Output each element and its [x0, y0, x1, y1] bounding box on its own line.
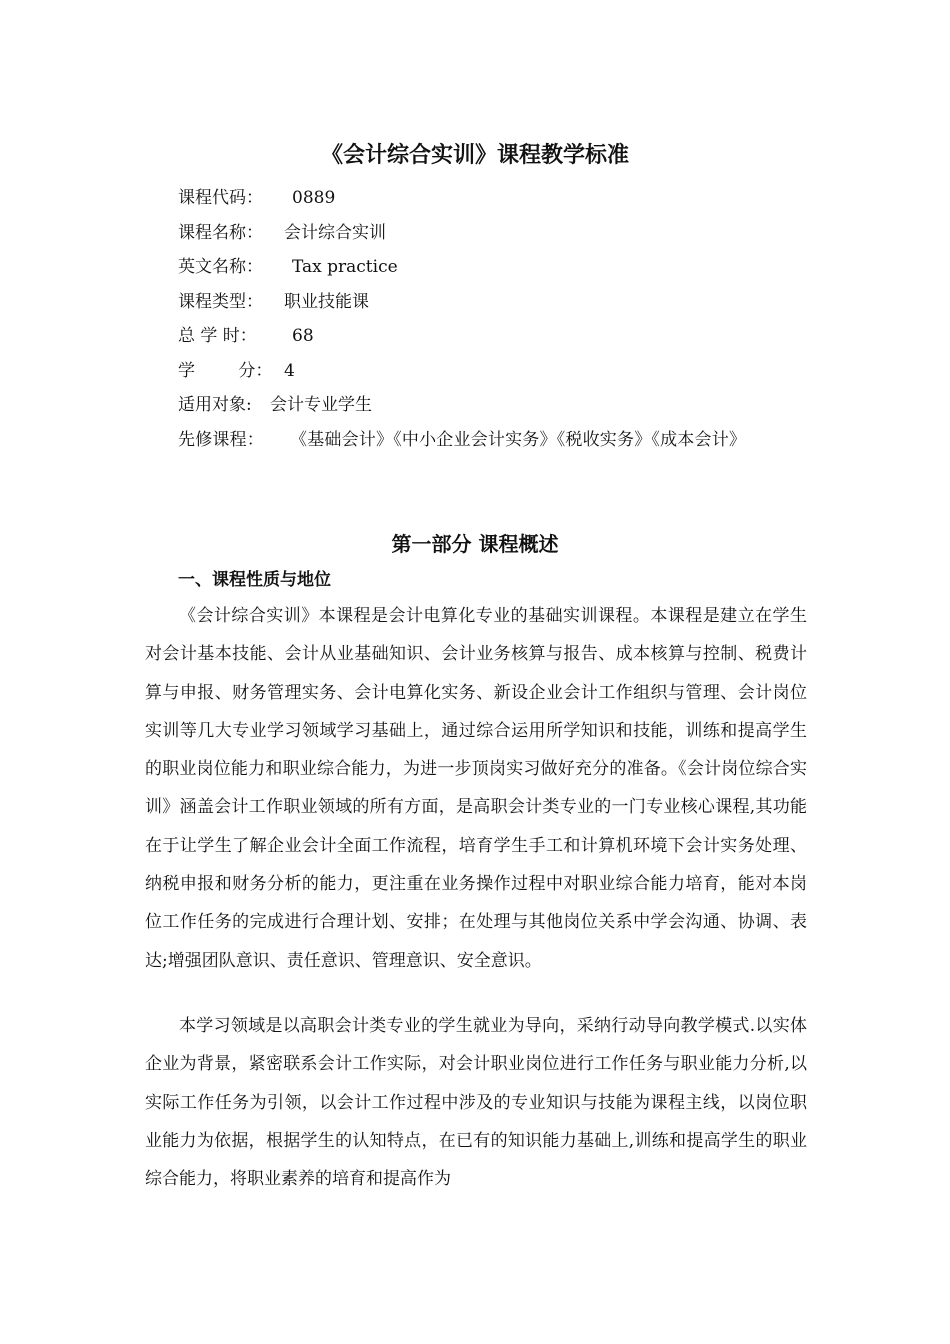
document-title: 《会计综合实训》课程教学标准: [320, 143, 629, 168]
english-name-value: Tax practice: [292, 257, 398, 277]
audience-label: 适用对象:: [178, 395, 252, 415]
course-type-value: 职业技能课: [284, 291, 369, 312]
course-code-value: 0889: [292, 188, 336, 208]
body-paragraph: 本学习领域是以高职会计类专业的学生就业为导向，采纳行动导向教学模式.以实体企业为背景，紧密联系会计工作实际，对会计职业岗位进行工作任务与职业能力分析,以实际工作任务为引领，以会计工作过程中涉及的专业知识与技能为课程主线，以岗位职业能力为依据，根据学生的认知特点，在已有的知识能力基础上,训练和提高学生的职业综合能力，将职业素养的培育和提高作为: [145, 1016, 807, 1190]
audience-row: [145, 388, 810, 423]
prerequisites-row: [145, 423, 810, 458]
course-name-label: 课程名称：: [178, 222, 263, 243]
body-paragraph: 《会计综合实训》本课程是会计电算化专业的基础实训课程。本课程是建立在学生对会计基本技能、会计从业基础知识、会计业务核算与报告、成本核算与控制、税费计算与申报、财务管理实务、会计电算化实务、新设企业会计工作组织与管理、会计岗位实训等几大专业学习领域学习基础上，通过综合运用所学知识和技能，训练和提高学生的职业岗位能力和职业综合能力，为进一步顶岗实习做好充分的准备。《会计岗位综合实训》涵盖会计工作职业领域的所有方面，是高职会计类专业的一门专业核心课程,其功能在于让学生了解企业会计全面工作流程，培育学生手工和计算机环境下会计实务处理、纳税申报和财务分析的能力，更注重在业务操作过程中对职业综合能力培育，能对本岗位工作任务的完成进行合理计划、安排；在处理与其他岗位关系中学会沟通、协调、表达;增强团队意识、责任意识、管理意识、安全意识。: [145, 606, 807, 971]
audience-value: 会计专业学生: [270, 395, 372, 415]
credits-value: 4: [284, 360, 295, 381]
total-hours-value: 68: [292, 326, 314, 346]
course-type-row: [145, 285, 810, 320]
course-name-value: 会计综合实训: [284, 222, 386, 243]
part-one-title: 第一部分 课程概述: [391, 532, 559, 556]
total-hours-label: 总 学 时：: [178, 326, 257, 346]
prerequisites-value: 《基础会计》《中小企业会计实务》《税收实务》《成本会计》: [290, 429, 747, 450]
section-nature-title: 一、课程性质与地位: [178, 570, 331, 590]
course-code-label: 课程代码：: [178, 188, 263, 208]
course-code-row: [145, 181, 810, 216]
credits-label: 学 分：: [178, 360, 273, 381]
course-type-label: 课程类型：: [178, 291, 263, 312]
course-info-block: [145, 181, 810, 457]
total-hours-row: [145, 319, 810, 354]
prerequisites-label: 先修课程：: [178, 429, 264, 450]
course-name-row: [145, 216, 810, 251]
english-name-label: 英文名称：: [178, 257, 263, 277]
credits-row: [145, 354, 810, 389]
english-name-row: [145, 250, 810, 285]
